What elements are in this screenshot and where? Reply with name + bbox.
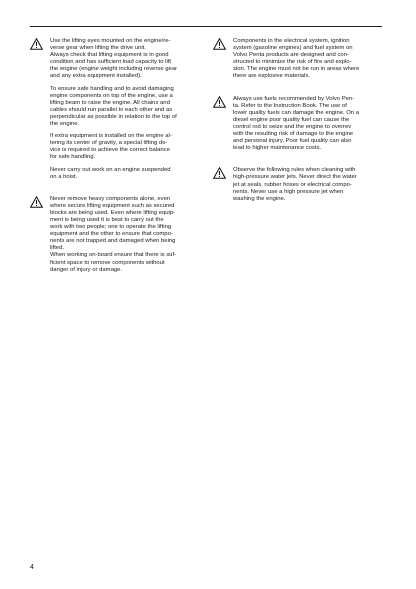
- warning-text: [233, 167, 383, 207]
- warning-triangle-icon: [213, 38, 229, 50]
- warning-item: [213, 38, 383, 86]
- paragraph: Components in the electrical system, ignition system (gasoline engines) and fuel system on Volvo Penta products are designed and con- structed to minimize the risk of fire and explo- sion. The engine must not be run in areas where there are explosive materials.: [233, 38, 360, 80]
- paragraph: To ensure safe handling and to avoid damaging engine components on top of the engine, use a lifting beam to raise the engine. All chains and cables should run parallel to each other and as perpendicular as possible in relation to the top of the engine.: [50, 85, 177, 128]
- warning-triangle-icon: [30, 196, 46, 208]
- page-number: 4: [30, 564, 34, 571]
- paragraph: Never remove heavy components alone, even where secure lifting equipment such as secured blocks are being used. Even where lifting equip- ment is being used it is best to carry out the work with two people; one to operate the lifting equipment and the other to ensure that compo- nents are not trapped and damaged when being lifted. When working on-board ensure that there is suf- ficient space to remove components without danger of injury or damage.: [50, 195, 177, 273]
- warning-triangle-icon: [30, 38, 46, 50]
- warning-triangle-icon: [213, 96, 229, 108]
- left-column: [30, 38, 198, 289]
- paragraph: Never carry out work on an engine suspended on a hoist.: [50, 166, 171, 180]
- paragraph: If extra equipment is installed on the engine al- tering its center of gravity, a special lifting de- vice is required to achieve the correct balance for safe handling.: [50, 133, 172, 161]
- paragraph: Use the lifting eyes mounted on the engine/re- verse gear when lifting the drive unit. Always check that lifting equipment is in good condition and has sufficient load capacity to lift the engine (engine weight including reverse gear and any extra equipment installed).: [50, 38, 178, 80]
- warning-item: [30, 196, 198, 279]
- warning-item: [213, 167, 383, 207]
- right-column: [213, 38, 383, 218]
- warning-item: [213, 96, 383, 158]
- warning-text: [50, 196, 198, 279]
- warning-item: [30, 38, 198, 186]
- warning-triangle-icon: [213, 167, 229, 179]
- paragraph: Always use fuels recommended by Volvo Pen- ta. Refer to the Instruction Book. The use of lower quality fuels can damage the engine. On a diesel engine poor quality fuel can cause the control rod to seize and the engine to overrev with the resulting risk of damage to the engine and personal injury. Poor fuel quality can also lead to higher maintenance costs.: [233, 95, 360, 152]
- paragraph: Observe the following rules when cleaning with high-pressure water jets. Never direct the water jet at seals, rubber hoses or electrical compo- nents. Never use a high pressure jet when washing the engine.: [233, 167, 357, 202]
- warning-text: [233, 96, 383, 158]
- warning-text: [50, 38, 198, 186]
- header-rule: [30, 26, 382, 27]
- warning-text: [233, 38, 383, 86]
